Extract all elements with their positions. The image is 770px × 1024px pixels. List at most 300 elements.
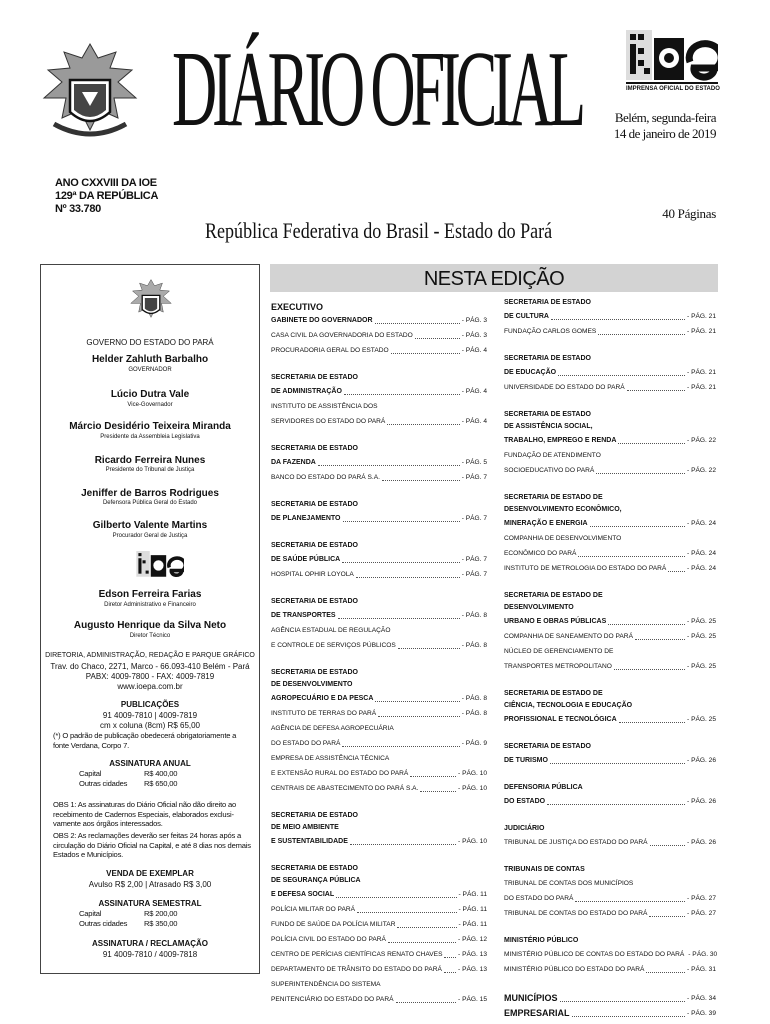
toc-dot-leader (356, 576, 460, 578)
phone-line: PABX: 4009-7800 - FAX: 4009-7819 (85, 672, 215, 681)
toc-section-heading: SECRETARIA DE ESTADO (271, 445, 358, 452)
toc-entry-label: FUNDAÇÃO DE ATENDIMENTO (504, 452, 601, 459)
toc-entry-label: E DEFESA SOCIAL (271, 891, 335, 898)
toc-page-number: - PÁG. 13 (458, 966, 487, 973)
toc-section-heading: DE ASSISTÊNCIA SOCIAL, (504, 423, 593, 430)
toc-entry-label: EMPRESARIAL (504, 1008, 570, 1018)
toc-page-number: - PÁG. 26 (687, 757, 716, 764)
ioe-caption: IMPRENSA OFICIAL DO ESTADO (626, 86, 720, 92)
toc-section-heading: DESENVOLVIMENTO (504, 604, 574, 611)
toc-entry-label: DE SAÚDE PÚBLICA (271, 556, 341, 563)
toc-section-heading: TRIBUNAIS DE CONTAS (504, 866, 585, 873)
toc-page-number: - PÁG. 25 (687, 618, 716, 625)
toc-entry-label: PENITENCIÁRIO DO ESTADO DO PARÁ (271, 996, 394, 1003)
toc-page-number: - PÁG. 27 (687, 895, 716, 902)
toc-entry-label: TRANSPORTES METROPOLITANO (504, 663, 612, 670)
toc-dot-leader (551, 318, 685, 320)
toc-entry[interactable] (504, 561, 716, 576)
toc-entry[interactable] (271, 414, 487, 429)
government-info-box (40, 264, 260, 974)
toc-entry[interactable] (271, 691, 487, 706)
toc-entry-label: TRIBUNAL DE CONTAS DOS MUNICÍPIOS (504, 880, 634, 887)
toc-entry-label: SERVIDORES DO ESTADO DO PARÁ (271, 418, 386, 425)
toc-page-number: - PÁG. 10 (458, 770, 487, 777)
toc-dot-leader (547, 803, 685, 805)
toc-entry[interactable] (271, 455, 487, 470)
toc-entry[interactable] (271, 470, 487, 485)
toc-spacer (271, 849, 487, 863)
person-role: Procurador Geral de Justiça (112, 533, 188, 539)
toc-spacer (271, 485, 487, 499)
toc-entry-label: E EXTENSÃO RURAL DO ESTADO DO PARÁ (271, 770, 409, 777)
toc-entry[interactable] (271, 623, 487, 638)
toc-entry[interactable] (271, 992, 487, 1007)
toc-spacer (271, 358, 487, 372)
toc-dot-leader (357, 911, 457, 913)
toc-section-heading: CIÊNCIA, TECNOLOGIA E EDUCAÇÃO (504, 702, 633, 709)
toc-page-number: - PÁG. 11 (458, 891, 487, 898)
toc-entry[interactable] (504, 516, 716, 531)
toc-entry[interactable] (504, 991, 716, 1006)
toc-entry-label: URBANO E OBRAS PÚBLICAS (504, 618, 607, 625)
toc-entry[interactable] (504, 380, 716, 395)
annual-other-label: Outras cidades (79, 779, 128, 788)
toc-page-number: - PÁG. 11 (458, 921, 487, 928)
toc-entry-label: CENTRO DE PERÍCIAS CIENTÍFICAS RENATO CHAVES (271, 951, 443, 958)
toc-spacer (271, 429, 487, 443)
toc-dot-leader (614, 668, 685, 670)
toc-entry-label: E SUSTENTABILIDADE (271, 838, 348, 845)
toc-entry[interactable] (504, 891, 716, 906)
toc-entry[interactable] (504, 906, 716, 921)
toc-page-number: - PÁG. 8 (461, 642, 487, 649)
obs1-note: OBS 1: As assinaturas do Diário Oficial não dão direito ao recebimento de Cadernos Especiais, elaborados exclusi-vamente aos órgãos interessados. (53, 800, 236, 828)
toc-page-number: - PÁG. 21 (687, 384, 716, 391)
toc-dot-leader (343, 520, 460, 522)
person-name: Jeniffer de Barros Rodrigues (81, 488, 219, 499)
toc-section-heading: DEFENSORIA PÚBLICA (504, 784, 583, 791)
toc-entry-label: DO ESTADO (504, 798, 546, 805)
toc-entry-label: UNIVERSIDADE DO ESTADO DO PARÁ (504, 384, 625, 391)
direction-line: DIRETORIA, ADMINISTRAÇÃO, REDAÇÃO E PARQUE GRÁFICO (45, 652, 255, 659)
semester-subscription-title: ASSINATURA SEMESTRAL (98, 899, 202, 908)
toc-entry[interactable] (271, 567, 487, 582)
toc-entry[interactable] (504, 1006, 716, 1021)
toc-entry-label: INSTITUTO DE METROLOGIA DO ESTADO DO PARÁ (504, 565, 667, 572)
toc-page-number: - PÁG. 8 (461, 710, 487, 717)
toc-dot-leader (318, 464, 460, 466)
government-label: GOVERNO DO ESTADO DO PARÁ (86, 338, 214, 347)
toc-entry-label: PROCURADORIA GERAL DO ESTADO (271, 347, 389, 354)
toc-dot-leader (410, 775, 456, 777)
toc-dot-leader (397, 926, 456, 928)
annual-subscription-title: ASSINATURA ANUAL (109, 759, 191, 768)
edition-date (600, 110, 716, 142)
toc-entry[interactable] (504, 876, 716, 891)
toc-entry[interactable] (504, 324, 716, 339)
toc-entry-label: MUNICÍPIOS (504, 993, 558, 1003)
obs2-note: OBS 2: As reclamações deverão ser feitas 24 horas após a circulação do Diário Oficial na Capital, e até 8 dias nos demais Estados e Municípios. (53, 831, 251, 859)
toc-entry[interactable] (271, 751, 487, 766)
toc-page-number: - PÁG. 3 (461, 317, 487, 324)
toc-entry-label: DE PLANEJAMENTO (271, 515, 341, 522)
annual-capital-label: Capital (79, 769, 102, 778)
toc-entry[interactable] (504, 659, 716, 674)
toc-entry-label: DE EDUCAÇÃO (504, 369, 557, 376)
toc-entry[interactable] (271, 638, 487, 653)
toc-dot-leader (572, 1015, 686, 1017)
toc-entry[interactable] (504, 835, 716, 850)
toc-page-number: - PÁG. 31 (687, 966, 716, 973)
masthead-title: DIÁRIO OFICIAL (172, 30, 581, 149)
toc-spacer (504, 809, 716, 823)
person-name: Ricardo Ferreira Nunes (94, 455, 206, 466)
toc-dot-leader (618, 442, 685, 444)
person-name: Márcio Desidério Teixeira Miranda (69, 421, 231, 432)
toc-section-heading: MINISTÉRIO PÚBLICO (504, 937, 579, 944)
toc-entry-label: DE TRANSPORTES (271, 612, 336, 619)
toc-dot-leader (344, 393, 460, 395)
toc-entry-label: DE ADMINISTRAÇÃO (271, 388, 342, 395)
toc-entry[interactable] (271, 766, 487, 781)
toc-entry-label: SUPERINTENDÊNCIA DO SISTEMA (271, 981, 381, 988)
single-copy-price: Avulso R$ 2,00 | Atrasado R$ 3,00 (88, 880, 212, 889)
toc-dot-leader (444, 971, 456, 973)
toc-spacer (504, 768, 716, 782)
toc-dot-leader (550, 762, 685, 764)
toc-dot-leader (398, 647, 460, 649)
toc-column-left (271, 301, 487, 1007)
toc-dot-leader (649, 915, 685, 917)
toc-entry-label: INSTITUTO DE ASSISTÊNCIA DOS (271, 403, 378, 410)
toc-entry[interactable] (271, 608, 487, 623)
toc-entry-label: DO ESTADO DO PARÁ (504, 895, 574, 902)
toc-dot-leader (608, 623, 685, 625)
toc-page-number: - PÁG. 10 (458, 785, 487, 792)
toc-entry[interactable] (504, 794, 716, 809)
toc-entry-label: AGROPECUÁRIO E DA PESCA (271, 695, 374, 702)
toc-entry-label: FUNDAÇÃO CARLOS GOMES (504, 328, 597, 335)
toc-entry-label: INSTITUTO DE TERRAS DO PARÁ (271, 710, 377, 717)
toc-entry[interactable] (504, 463, 716, 478)
toc-section-heading: SECRETARIA DE ESTADO (271, 812, 358, 819)
toc-entry-label: E CONTROLE DE SERVIÇOS PÚBLICOS (271, 642, 396, 649)
toc-entry[interactable] (271, 343, 487, 358)
toc-page-number: - PÁG. 25 (687, 663, 716, 670)
toc-page-number: - PÁG. 24 (687, 550, 716, 557)
toc-entry[interactable] (271, 962, 487, 977)
issue-number: Nº 33.780 (55, 203, 101, 215)
small-coat-of-arms (129, 277, 173, 327)
toc-dot-leader (558, 374, 685, 376)
toc-spacer (504, 576, 716, 590)
publications-title: PUBLICAÇÕES (120, 700, 180, 709)
toc-entry[interactable] (271, 511, 487, 526)
toc-entry-label: AGÊNCIA ESTADUAL DE REGULAÇÃO (271, 627, 391, 634)
toc-entry-label: NÚCLEO DE GERENCIAMENTO DE (504, 648, 614, 655)
toc-entry[interactable] (271, 384, 487, 399)
toc-column-right (504, 297, 716, 1021)
person-role: Presidente da Assembleia Legislativa (100, 434, 200, 440)
semester-capital-label: Capital (79, 909, 102, 918)
toc-entry[interactable] (504, 309, 716, 324)
toc-entry-label: FUNDO DE SAÚDE DA POLÍCIA MILITAR (271, 921, 396, 928)
toc-dot-leader (646, 971, 685, 973)
complaints-phone: 91 4009-7810 / 4009-7818 (102, 950, 198, 959)
toc-page-number: - PÁG. 30 (688, 951, 718, 958)
single-copy-title: VENDA DE EXEMPLAR (106, 869, 194, 878)
toc-page-number: - PÁG. 5 (461, 459, 487, 466)
person-name: Gilberto Valente Martins (92, 520, 208, 531)
toc-section-heading: SECRETARIA DE ESTADO DE (504, 690, 603, 697)
toc-page-number: - PÁG. 21 (687, 313, 716, 320)
toc-spacer (504, 977, 716, 991)
toc-dot-leader (590, 525, 685, 527)
issue-republic: 129ª DA REPÚBLICA (55, 190, 159, 202)
toc-entry-label: CENTRAIS DE ABASTECIMENTO DO PARÁ S.A. (271, 785, 419, 792)
toc-page-number: - PÁG. 7 (461, 571, 487, 578)
annual-capital-price: R$ 400,00 (144, 769, 178, 778)
toc-entry[interactable] (271, 313, 487, 328)
toc-page-number: - PÁG. 8 (461, 695, 487, 702)
edition-weekday: Belém, segunda-feira (614, 110, 716, 125)
toc-page-number: - PÁG. 39 (687, 1010, 716, 1017)
toc-dot-leader (382, 479, 460, 481)
toc-page-number: - PÁG. 10 (458, 838, 487, 845)
toc-dot-leader (342, 561, 459, 563)
toc-dot-leader (575, 900, 685, 902)
toc-page-number: - PÁG. 11 (458, 906, 487, 913)
toc-entry-label: TRIBUNAL DE CONTAS DO ESTADO DO PARÁ (504, 910, 648, 917)
toc-entry[interactable] (271, 917, 487, 932)
toc-dot-leader (650, 844, 686, 846)
toc-dot-leader (598, 333, 685, 335)
toc-section-heading: SECRETARIA DE ESTADO DE (504, 494, 603, 501)
toc-page-number: - PÁG. 8 (461, 612, 487, 619)
toc-page-number: - PÁG. 15 (458, 996, 487, 1003)
toc-entry-label: MINERAÇÃO E ENERGIA (504, 520, 588, 527)
toc-entry-label: SOCIOEDUCATIVO DO PARÁ (504, 467, 595, 474)
website-link[interactable]: www.ioepa.com.br (117, 682, 183, 691)
person-role: GOVERNADOR (128, 367, 172, 373)
toc-entry[interactable] (504, 448, 716, 463)
toc-page-number: - PÁG. 26 (687, 798, 716, 805)
toc-entry[interactable] (504, 531, 716, 546)
toc-page-number: - PÁG. 25 (687, 633, 716, 640)
semester-other-price: R$ 350,00 (144, 919, 178, 928)
page-count: 40 Páginas (662, 206, 716, 221)
semester-capital-price: R$ 200,00 (144, 909, 178, 918)
toc-entry[interactable] (504, 365, 716, 380)
toc-section-heading: EXECUTIVO (271, 302, 324, 312)
toc-page-number: - PÁG. 4 (461, 388, 487, 395)
toc-entry-label: COMPANHIA DE DESENVOLVIMENTO (504, 535, 622, 542)
toc-page-number: - PÁG. 12 (458, 936, 487, 943)
toc-dot-leader (596, 472, 685, 474)
toc-entry[interactable] (504, 433, 716, 448)
toc-entry-label: GABINETE DO GOVERNADOR (271, 317, 373, 324)
state-coat-of-arms-seal (40, 40, 140, 150)
person-role: Diretor Administrativo e Financeiro (104, 602, 196, 608)
toc-section-heading: SECRETARIA DE ESTADO (271, 542, 358, 549)
toc-entry-label: DEPARTAMENTO DE TRÂNSITO DO ESTADO DO PARÁ (271, 966, 442, 973)
toc-page-number: - PÁG. 7 (461, 515, 487, 522)
toc-entry-label: DE TURISMO (504, 757, 548, 764)
toc-page-number: - PÁG. 21 (687, 328, 716, 335)
toc-page-number: - PÁG. 26 (687, 839, 716, 846)
toc-section-heading: DE SEGURANÇA PÚBLICA (271, 877, 361, 884)
toc-dot-leader (635, 638, 685, 640)
toc-entry-label: AGÊNCIA DE DEFESA AGROPECUÁRIA (271, 725, 394, 732)
toc-entry[interactable] (271, 552, 487, 567)
toc-page-number: - PÁG. 27 (687, 910, 716, 917)
toc-dot-leader (668, 570, 685, 572)
toc-entry[interactable] (504, 614, 716, 629)
toc-entry[interactable] (504, 962, 716, 977)
address-line: Trav. do Chaco, 2271, Marco - 66.093-410 Belém - Pará (50, 662, 250, 671)
toc-spacer (271, 796, 487, 810)
toc-entry-label: DE CULTURA (504, 313, 549, 320)
toc-section-heading: SECRETARIA DE ESTADO (504, 411, 591, 418)
person-role: Vice-Governador (127, 402, 173, 408)
toc-dot-leader (387, 423, 459, 425)
toc-dot-leader (619, 721, 685, 723)
ioe-small-logo (136, 550, 184, 586)
semester-other-label: Outras cidades (79, 919, 128, 928)
person-name: Lúcio Dutra Vale (110, 389, 190, 400)
toc-entry[interactable] (504, 546, 716, 561)
toc-entry-label: COMPANHIA DE SANEAMENTO DO PARÁ (504, 633, 633, 640)
toc-page-number: - PÁG. 4 (461, 418, 487, 425)
toc-spacer (504, 727, 716, 741)
publications-phone: 91 4009-7810 | 4009-7819 (102, 711, 198, 720)
section-banner-title: NESTA EDIÇÃO (423, 268, 565, 290)
toc-entry[interactable] (271, 781, 487, 796)
toc-section-heading: JUDICIÁRIO (504, 825, 545, 832)
toc-dot-leader (396, 1001, 457, 1003)
toc-dot-leader (560, 1000, 686, 1002)
toc-entry[interactable] (271, 706, 487, 721)
toc-dot-leader (444, 956, 456, 958)
toc-page-number: - PÁG. 3 (461, 332, 487, 339)
toc-page-number: - PÁG. 22 (687, 437, 716, 444)
toc-page-number: - PÁG. 34 (687, 995, 716, 1002)
toc-section-heading: DE MEIO AMBIENTE (271, 824, 339, 831)
toc-page-number: - PÁG. 7 (461, 474, 487, 481)
toc-entry-label: BANCO DO ESTADO DO PARÁ S.A. (271, 474, 380, 481)
toc-entry[interactable] (271, 399, 487, 414)
toc-entry-label: TRABALHO, EMPREGO E RENDA (504, 437, 617, 444)
toc-entry-label: POLÍCIA CIVIL DO ESTADO DO PARÁ (271, 936, 386, 943)
toc-dot-leader (375, 700, 459, 702)
toc-page-number: - PÁG. 9 (461, 740, 487, 747)
toc-spacer (271, 653, 487, 667)
toc-section-heading: SECRETARIA DE ESTADO (271, 669, 358, 676)
toc-entry[interactable] (271, 736, 487, 751)
toc-section-heading: SECRETARIA DE ESTADO (504, 355, 591, 362)
toc-entry[interactable] (504, 712, 716, 727)
toc-dot-leader (420, 790, 456, 792)
publications-price: cm x coluna (8cm) R$ 65,00 (99, 721, 201, 730)
toc-dot-leader (415, 337, 460, 339)
edition-day: 14 de janeiro de 2019 (613, 126, 716, 141)
issue-year: ANO CXXVIII DA IOE (55, 177, 157, 189)
toc-spacer (504, 395, 716, 409)
toc-dot-leader (627, 389, 685, 391)
toc-entry[interactable] (271, 887, 487, 902)
toc-section-heading: SECRETARIA DE ESTADO DE (504, 592, 603, 599)
toc-page-number: - PÁG. 4 (461, 347, 487, 354)
toc-entry-label: DO ESTADO DO PARÁ (271, 740, 341, 747)
toc-entry[interactable] (271, 834, 487, 849)
toc-page-number: - PÁG. 22 (687, 467, 716, 474)
person-name: Edson Ferreira Farias (98, 589, 202, 600)
toc-dot-leader (578, 555, 685, 557)
masthead-subtitle: República Federativa do Brasil - Estado do Pará (205, 218, 553, 243)
toc-entry-label: POLÍCIA MILITAR DO PARÁ (271, 906, 356, 913)
person-role: Defensora Pública Geral do Estado (102, 500, 198, 506)
toc-entry[interactable] (271, 902, 487, 917)
toc-entry[interactable] (504, 753, 716, 768)
toc-spacer (504, 850, 716, 864)
toc-spacer (504, 478, 716, 492)
toc-dot-leader (338, 617, 460, 619)
toc-spacer (271, 582, 487, 596)
toc-entry[interactable] (271, 947, 487, 962)
toc-section-heading: DESENVOLVIMENTO ECONÔMICO, (504, 506, 622, 513)
person-name: Helder Zahluth Barbalho (91, 354, 209, 365)
toc-spacer (504, 674, 716, 688)
toc-dot-leader (375, 322, 460, 324)
toc-dot-leader (336, 896, 456, 898)
person-role: Diretor Técnico (129, 633, 171, 639)
toc-entry-label: MINISTÉRIO PÚBLICO DO ESTADO DO PARÁ (504, 966, 645, 973)
toc-section-heading: SECRETARIA DE ESTADO (504, 299, 591, 306)
toc-entry-label: ECONÔMICO DO PARÁ (504, 550, 577, 557)
toc-entry-label: CASA CIVIL DA GOVERNADORIA DO ESTADO (271, 332, 413, 339)
toc-entry[interactable] (271, 721, 487, 736)
toc-entry-label: MINISTÉRIO PÚBLICO DE CONTAS DO ESTADO DO PARÁ (504, 951, 685, 958)
toc-entry-label: EMPRESA DE ASSISTÊNCIA TÉCNICA (271, 755, 390, 762)
toc-section-heading: SECRETARIA DE ESTADO (271, 598, 358, 605)
toc-spacer (271, 526, 487, 540)
toc-dot-leader (391, 352, 460, 354)
publications-note: (*) O padrão de publicação obedecerá obrigatoriamente a fonte Verdana, Corpo 7. (53, 731, 237, 750)
toc-entry[interactable] (271, 977, 487, 992)
toc-section-heading: DE DESENVOLVIMENTO (271, 681, 353, 688)
toc-dot-leader (350, 843, 456, 845)
toc-page-number: - PÁG. 24 (687, 565, 716, 572)
toc-dot-leader (342, 745, 459, 747)
toc-entry-label: DA FAZENDA (271, 459, 316, 466)
toc-entry[interactable] (271, 328, 487, 343)
toc-section-heading: SECRETARIA DE ESTADO (271, 865, 358, 872)
toc-entry[interactable] (504, 947, 716, 962)
toc-entry-label: HOSPITAL OPHIR LOYOLA (271, 571, 354, 578)
toc-entry[interactable] (271, 932, 487, 947)
toc-entry[interactable] (504, 629, 716, 644)
toc-entry[interactable] (504, 644, 716, 659)
toc-entry-label: PROFISSIONAL E TECNOLÓGICA (504, 716, 617, 723)
toc-dot-leader (378, 715, 460, 717)
toc-page-number: - PÁG. 21 (687, 369, 716, 376)
toc-entry-label: TRIBUNAL DE JUSTIÇA DO ESTADO DO PARÁ (504, 839, 648, 846)
toc-spacer (504, 921, 716, 935)
toc-section-heading: SECRETARIA DE ESTADO (271, 374, 358, 381)
toc-page-number: - PÁG. 13 (458, 951, 487, 958)
toc-section-heading: SECRETARIA DE ESTADO (504, 743, 591, 750)
issue-info (55, 177, 158, 216)
